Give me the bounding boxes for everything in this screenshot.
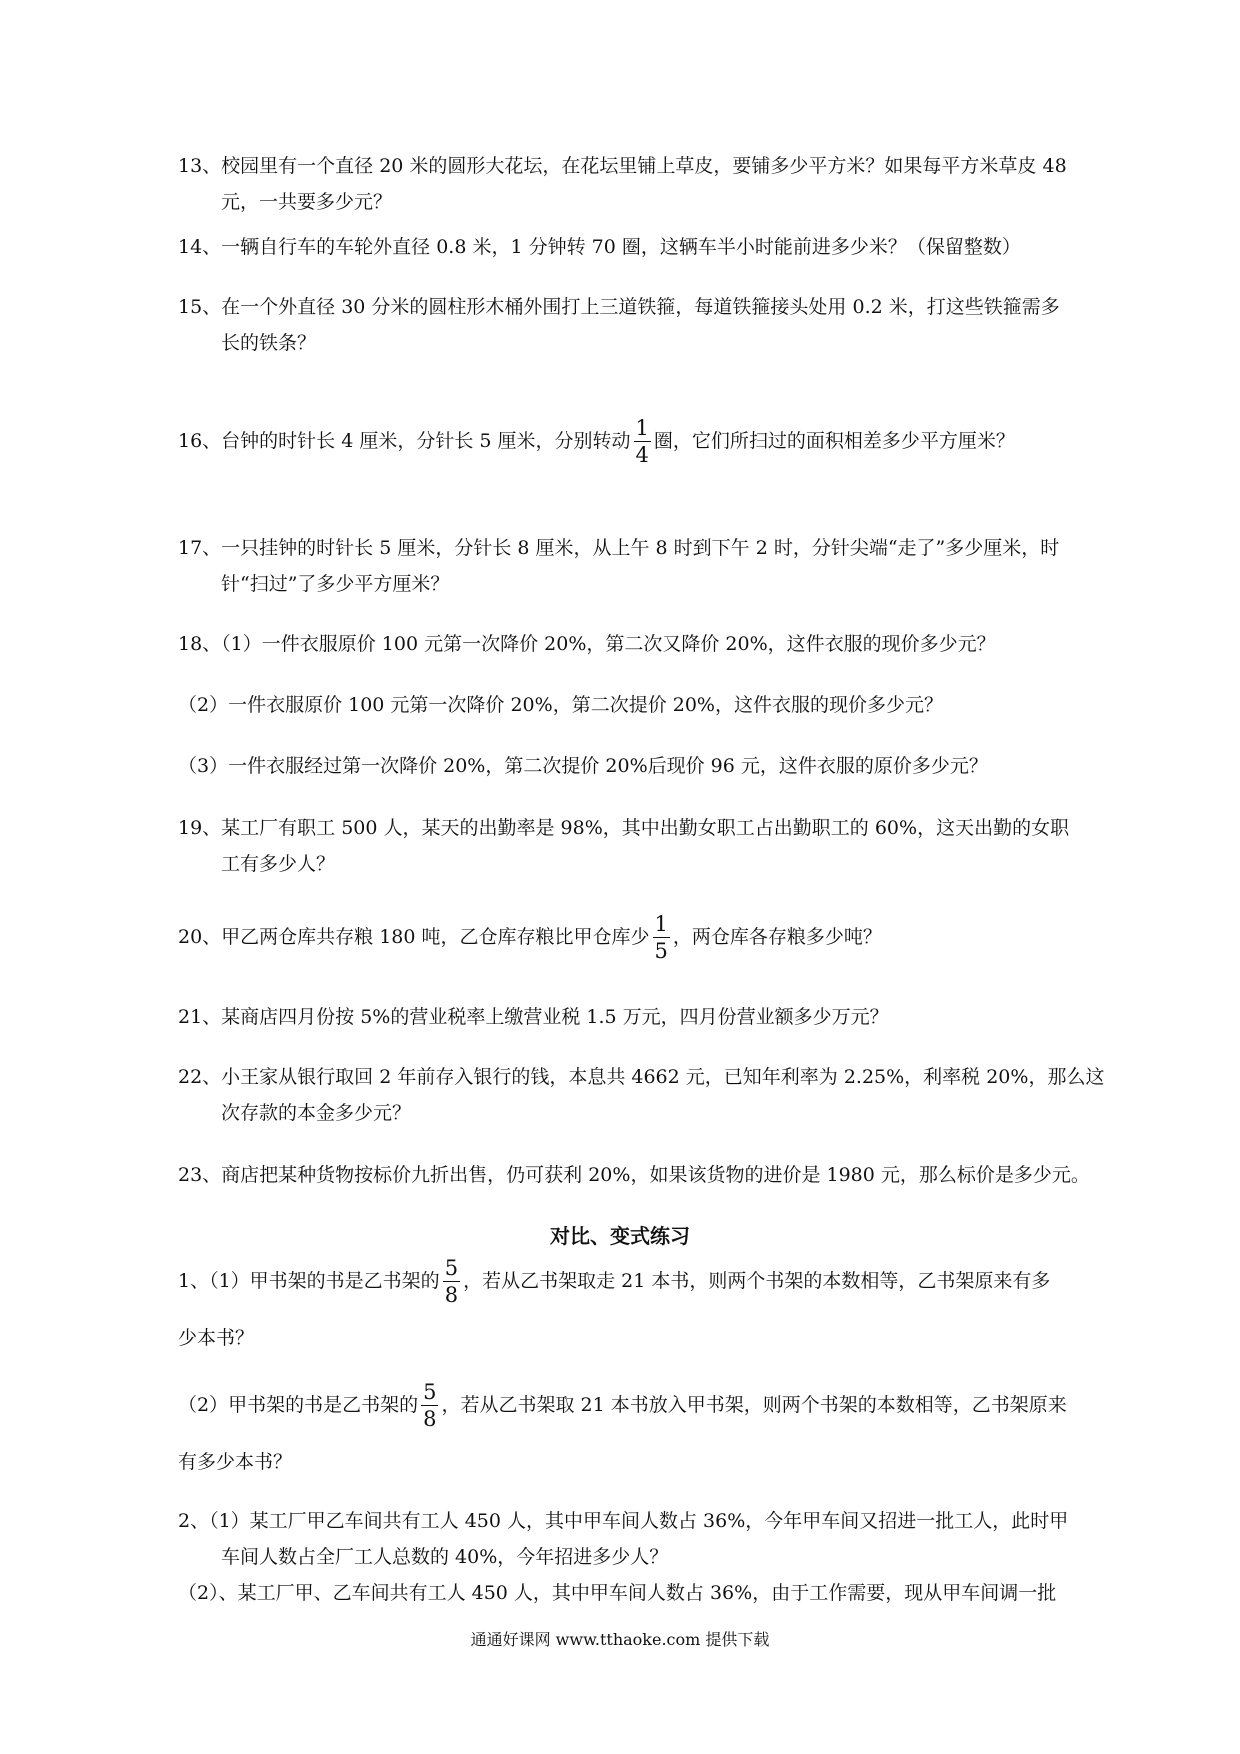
- exercise-1a-text-after: ，若从乙书架取走 21 本书，则两个书架的本数相等，乙书架原来有多: [463, 1270, 1051, 1292]
- fraction-numerator: 1: [654, 912, 668, 936]
- problem-17-line-1: 17、一只挂钟的时针长 5 厘米，分针长 8 厘米，从上午 8 时到下午 2 时，分针尖端“走了”多少厘米，时: [178, 537, 1060, 559]
- exercise-2-part-2: [178, 1575, 1188, 1611]
- exercise-1a-text-before: 1、（1）甲书架的书是乙书架的: [178, 1270, 440, 1292]
- problem-22: [178, 1059, 1188, 1131]
- problem-23-line-1: 23、商店把某种货物按标价九折出售，仍可获利 20%，如果该货物的进价是 1980 元，那么标价是多少元。: [178, 1164, 1090, 1186]
- problem-15-line-2: 长的铁条？: [221, 332, 317, 354]
- problem-18-part-2: [178, 687, 1188, 723]
- exercise-2a-line-2: 车间人数占全厂工人总数的 40%，今年招进多少人？: [221, 1546, 669, 1568]
- exercise-2b-line-1: （2）、某工厂甲、乙车间共有工人 450 人，其中甲车间人数占 36%，由于工作需要，现从甲车间调一批: [178, 1582, 1057, 1604]
- problem-13-line-2: 元，一共要多少元？: [221, 191, 393, 213]
- problem-22-line-2: 次存款的本金多少元？: [221, 1102, 412, 1124]
- fraction-denominator: 4: [635, 443, 649, 467]
- problem-19: [178, 810, 1188, 882]
- problem-21: [178, 999, 1188, 1035]
- problem-23: [178, 1157, 1188, 1193]
- problem-18-line-2: （2）一件衣服原价 100 元第一次降价 20%，第二次提价 20%，这件衣服的现价多少元？: [178, 694, 943, 716]
- fraction: [421, 1382, 438, 1430]
- fraction-numerator: 5: [444, 1256, 459, 1280]
- fraction-denominator: 8: [444, 1283, 459, 1307]
- problem-15-line-1: 15、在一个外直径 30 分米的圆柱形木桶外围打上三道铁箍，每道铁箍接头处用 0.2 米，打这些铁箍需多: [178, 296, 1060, 318]
- problem-18-line-1: 18、（1）一件衣服原价 100 元第一次降价 20%，第二次又降价 20%，这件衣服的现价多少元？: [178, 633, 996, 655]
- problem-17: [178, 530, 1188, 602]
- exercise-1b-text-before: （2）甲书架的书是乙书架的: [178, 1394, 419, 1416]
- exercise-1-part-2: [178, 1382, 1188, 1480]
- problem-14: [178, 229, 1188, 265]
- fraction-denominator: 8: [423, 1407, 437, 1431]
- problem-16-text-after: 圈，它们所扫过的面积相差多少平方厘米？: [653, 430, 1015, 452]
- problem-22-line-1: 22、小王家从银行取回 2 年前存入银行的钱，本息共 4662 元，已知年利率为 2.25%，利率税 20%，那么这: [178, 1066, 1105, 1088]
- problem-20: [178, 914, 1188, 962]
- problem-16-text-before: 16、台钟的时针长 4 厘米，分针长 5 厘米，分别转动: [178, 430, 631, 452]
- problem-13-line-1: 13、校园里有一个直径 20 米的圆形大花坛，在花坛里铺上草皮，要铺多少平方米？如果每平方米草皮 48: [178, 155, 1067, 177]
- problem-19-line-2: 工有多少人？: [221, 853, 336, 875]
- problem-14-line-1: 14、一辆自行车的车轮外直径 0.8 米，1 分钟转 70 圈，这辆车半小时能前进多少米？（保留整数）: [178, 236, 1021, 258]
- problem-18: [178, 626, 1188, 662]
- exercise-2-part-1: [178, 1503, 1188, 1575]
- exercise-1b-text-after: ，若从乙书架取 21 本书放入甲书架，则两个书架的本数相等，乙书架原来: [441, 1394, 1067, 1416]
- problem-18-part-3: [178, 748, 1188, 784]
- problem-20-text-before: 20、甲乙两仓库共存粮 180 吨，乙仓库存粮比甲仓库少: [178, 926, 650, 948]
- page-footer: 通通好课网 www.tthaoke.com 提供下载: [470, 1630, 770, 1649]
- exercise-1a-line-2: 少本书？: [178, 1327, 255, 1349]
- problem-19-line-1: 19、某工厂有职工 500 人，某天的出勤率是 98%，其中出勤女职工占出勤职工的 60%，这天出勤的女职: [178, 817, 1070, 839]
- exercise-1-part-1: [178, 1258, 1188, 1356]
- problem-16: [178, 418, 1188, 466]
- fraction: [634, 418, 651, 466]
- fraction: [653, 914, 670, 962]
- fraction: [443, 1258, 460, 1306]
- problem-20-text-after: ，两仓库各存粮多少吨？: [672, 926, 882, 948]
- problem-15: [178, 289, 1188, 361]
- section-title: 对比、变式练习: [550, 1224, 690, 1248]
- fraction-numerator: 5: [423, 1380, 437, 1404]
- fraction-numerator: 1: [635, 416, 649, 440]
- exercise-2a-line-1: 2、（1）某工厂甲乙车间共有工人 450 人，其中甲车间人数占 36%，今年甲车间又招进一批工人，此时甲: [178, 1510, 1069, 1532]
- problem-18-line-3: （3）一件衣服经过第一次降价 20%，第二次提价 20%后现价 96 元，这件衣服的原价多少元？: [178, 755, 988, 777]
- problem-13: [178, 148, 1188, 220]
- problem-21-line-1: 21、某商店四月份按 5%的营业税率上缴营业税 1.5 万元，四月份营业额多少万元？: [178, 1006, 889, 1028]
- exercise-1b-line-2: 有多少本书？: [178, 1451, 293, 1473]
- fraction-denominator: 5: [654, 939, 668, 963]
- problem-17-line-2: 针“扫过”了多少平方厘米？: [221, 573, 450, 595]
